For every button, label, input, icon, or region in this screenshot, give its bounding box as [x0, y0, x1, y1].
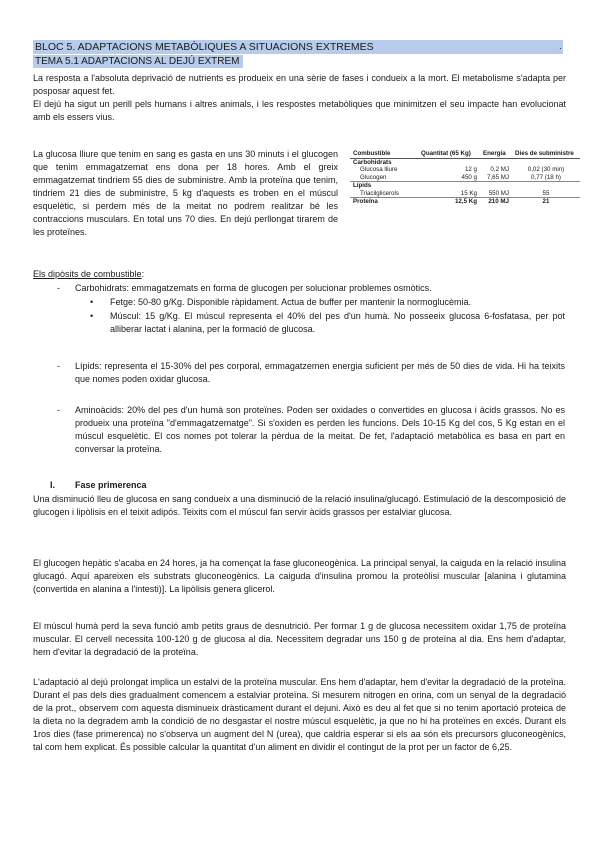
dash-carb: -	[57, 283, 60, 293]
diposits-heading	[33, 268, 333, 281]
table-cell: Carbohidrats	[353, 158, 392, 166]
fuel-table-wrap	[350, 150, 580, 206]
glucosa-paragraph: La glucosa lliure que tenim en sang es gasta en uns 30 minuts i el glucogen que tenim emmagatzemat ens dona per 18 hores. Amb el greix emmagatzemat tindriem 55 dies de subministre. Amb la proteïna que tenim, tindriem 21 dies de subministre, 5 kg d'aquests es troben en el múscul esquelètic, si perdem més de la meitat no podrem realitzar bé les contraccions musculars. En total uns 70 dies. En dejú perllongat tirarem de les proteïnes.	[33, 149, 338, 237]
table-cell: 0,77 (18 h)	[512, 174, 580, 182]
fuel-table	[350, 150, 580, 206]
diposits-lipids: Lípids: representa el 15-30% del pes corporal, emmagatzemen energia suficient per més de 50 dies de vida. Hi ha teixits que nomes poden oxidar glucosa.	[75, 361, 565, 384]
table-cell: Glucosa lliure	[360, 166, 398, 173]
table-cell: Glucogen	[350, 174, 418, 182]
table-cell: 0,02 (30 min)	[527, 166, 565, 173]
table-cell: 0,2 MJ	[490, 166, 509, 173]
table-cell: 55	[512, 190, 580, 198]
header-dies: Dies de subministre	[512, 150, 580, 158]
diposits-fetge: Fetge: 50-80 g/Kg. Disponible ràpidament. Actua de buffer per mantenir la normoglucèmia.	[110, 297, 472, 307]
bullet-muscul: •	[90, 311, 94, 321]
header-combustible: Combustible	[350, 150, 418, 158]
table-cell: Lípids	[353, 182, 372, 189]
table-cell: 15 Kg	[418, 190, 480, 198]
table-cell	[512, 158, 580, 166]
table-cell: 550 MJ	[480, 190, 512, 198]
table-cell	[418, 182, 480, 190]
fase-number: I.	[50, 480, 56, 490]
bloc-title: BLOC 5. ADAPTACIONS METABÒLIQUES A SITUACIONS EXTREMES	[33, 40, 563, 54]
table-row	[350, 190, 580, 198]
fase-paragraph-4: L'adaptació al dejú prolongat implica un estalvi de la proteïna muscular. Ens hem d'adaptar, hem d'evitar la degradació de la proteïna. Durant el pas dels dies gradualment comencem a estalviar proteïna. Si mesurem nitrogen en orina, com un senyal de la degradació de la prot., observem com aquesta disminueix dràsticament durant el dejuni. Això es deu al fet que si no tenim aportació proteica de la dieta no la degradem amb la condició de no desgastar el nostre múscul esquelètic, ja que no hi ha proteïnes en excés. Durant els 1ros dies (fase primerenca) no s'observa un augment del N (urea), que caldria esperar si els aa són els precursors gluconeogènics, tal com hem explicat. És possible calcular la quantitat d'un aliment en dividir el contingut de la prot per un factor de 6,25.	[33, 677, 566, 752]
table-cell: 12,5 Kg	[454, 198, 477, 205]
intro-paragraph-2: El dejú ha sigut un perill pels humans i altres animals, i les respostes metabòliques que minimitzen el seu impacte han evolucionat amb els essers vius.	[33, 99, 566, 122]
dash-aminoacids: -	[57, 405, 60, 415]
table-row	[350, 174, 580, 182]
fase-paragraph-1: Una disminució lleu de glucosa en sang condueix a una disminució de la relació insulina/glucagó. Estimulació de la descomposició de glucogen i lipòlisis en el teixit adipós. Teixits com el múscul fan servir àcids grassos per estalviar glucosa.	[33, 494, 566, 517]
diposits-title: Els dipòsits de combustible	[33, 269, 142, 279]
table-cell	[480, 158, 512, 166]
diposits-aminoacids: Aminoàcids: 20% del pes d'un humà son proteïnes. Poden ser oxidades o convertides en glucosa i àcids grassos. No es produeix una proteïna "d'emmagatzematge". Si s'oxiden es perden les funcions. Dels 10-15 Kg del cos, 5 Kg estan en el múscul esquelètic. El cos nomes pot tolerar la pèrdua de la meitat. De fet, l'adaptació metabòlica es basa en part en conversar la proteïna.	[75, 405, 565, 454]
table-row	[350, 182, 580, 190]
table-cell: 450 g	[418, 174, 480, 182]
table-row	[350, 198, 580, 206]
tema-title: TEMA 5.1 ADAPTACIONS AL DEJÚ EXTREM	[33, 55, 243, 68]
table-row	[350, 158, 580, 166]
table-cell	[480, 182, 512, 190]
table-cell: 210 MJ	[488, 198, 509, 205]
fase-paragraph-3: El múscul humà perd la seva funció amb petits graus de desnutrició. Per formar 1 g de glucosa necessitem oxidar 1,75 de proteïna muscular. El cervell necessita 100-120 g de glucosa al dia. Necessitem degradar uns 150 g de proteïna al dia. Ens hem d'adaptar, hem d'evitar la degradació de la proteïna.	[33, 621, 566, 657]
table-cell: 21	[542, 198, 550, 205]
diposits-carb: Carbohidrats: emmagatzemats en forma de glucogen per solucionar problemes osmòtics.	[75, 283, 432, 293]
table-cell: Proteïna	[353, 198, 378, 205]
table-cell: 12 g	[464, 166, 477, 173]
intro-paragraph-1: La resposta a l'absoluta deprivació de nutrients es produeix en una sèrie de fases i condueix a la mort. El metabolisme s'adapta per posposar aquest fet.	[33, 73, 566, 96]
fuel-table-header	[350, 150, 580, 158]
table-cell	[418, 158, 480, 166]
header-quantitat: Quantitat (65 Kg)	[418, 150, 480, 158]
fase-paragraph-2: El glucogen hepàtic s'acaba en 24 hores, ja ha començat la fase gluconeogènica. La principal senyal, la caiguda en la relació insulina glucagó. Aquí apareixen els substrats gluconeogènics. La caiguda d'insulina promou la proteòlisi muscular [alanina i glutamina (convertida en alanina a l'intesti)]. La lipòlisis genera glicerol.	[33, 558, 566, 594]
diposits-colon: :	[141, 269, 145, 279]
table-cell: Triacilglicerols	[350, 190, 418, 198]
bullet-fetge: •	[90, 297, 94, 307]
diposits-muscul: Múscul: 15 g/Kg. El múscul representa el 40% del pes d'un humà. No posseeix glucosa 6-fosfatasa, per pot alliberar lactat i alanina, per la formació de glucosa.	[110, 311, 565, 334]
table-cell: 7,65 MJ	[480, 174, 512, 182]
header-dot: .	[559, 41, 562, 52]
header-energia: Energia	[480, 150, 512, 158]
table-cell	[512, 182, 580, 190]
fase-title: Fase primerenca	[75, 480, 147, 490]
table-row	[350, 166, 580, 174]
dash-lipids: -	[57, 361, 60, 371]
